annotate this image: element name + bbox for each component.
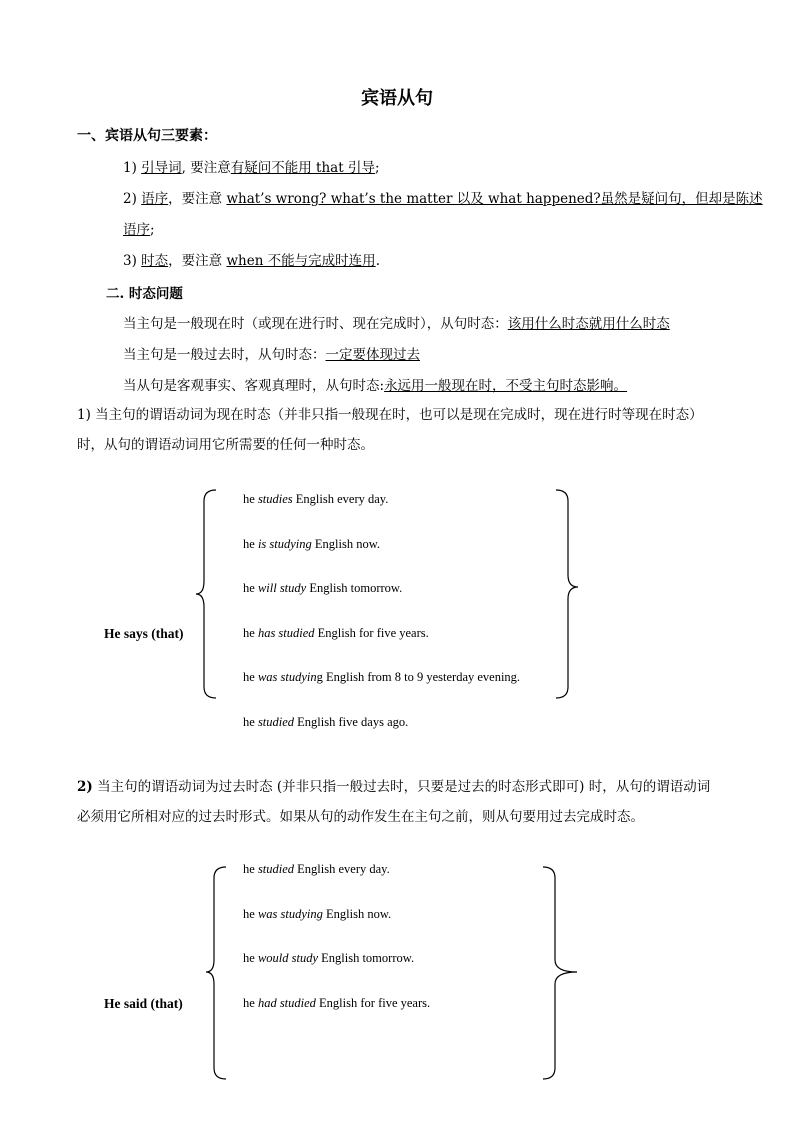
para-text: 当主句的谓语动词为过去时态 (并非只指一般过去时，只要是过去的时态形式即可) 时，从句的谓语动词必须用它所相对应的过去时形式。如果从句的动作发生在主句之前，则从句要用过去完成时态。	[77, 779, 711, 825]
item-number: 1)	[123, 160, 137, 176]
tense-rule-1	[123, 312, 670, 332]
item-text: ，要注意	[168, 253, 227, 269]
left-brace-1	[194, 489, 224, 699]
element-item-1	[123, 156, 380, 176]
item-text: ，要注意	[168, 191, 227, 207]
right-brace-1	[554, 489, 584, 699]
item-text: , 要注意	[181, 160, 231, 176]
rule-note: 永远用一般现在时，不受主句时态影响。	[384, 378, 628, 394]
example-line: he was studying English now.	[243, 907, 392, 921]
tense-rule-2	[123, 343, 420, 363]
item-number: 3)	[123, 253, 137, 269]
rule-text: 当主句是一般现在时（或现在进行时、现在完成时），从句时态：	[123, 316, 508, 332]
para-number: 2)	[77, 779, 93, 795]
example-line: he was studying English from 8 to 9 yesterday evening.	[243, 670, 521, 684]
item-term: 时态	[141, 253, 169, 269]
item-end: .	[375, 253, 380, 269]
example-line: he will study English tomorrow.	[243, 581, 403, 595]
item-end: ;	[150, 222, 155, 238]
section1-heading: 一、宾语从句三要素：	[77, 128, 217, 144]
item-note: what’s wrong? what’s the matter 以及 what happened?虽然是疑问句，但却是陈述	[226, 191, 763, 207]
para-text: 当主句的谓语动词为现在时态（并非只指一般现在时，也可以是现在完成时，现在进行时等现在时态）时，从句的谓语动词用它所需要的任何一种时态。	[77, 407, 703, 453]
main-clause-said: He said (that)	[104, 996, 183, 1011]
paragraph-past	[77, 772, 722, 832]
main-clause-says: He says (that)	[104, 626, 184, 641]
paragraph-present	[77, 400, 722, 460]
example-line: he had studied English for five years.	[243, 996, 431, 1010]
rule-note: 一定要体现过去	[325, 347, 420, 363]
example-line: he would study English tomorrow.	[243, 951, 415, 965]
rule-note: 该用什么时态就用什么时态	[507, 316, 670, 332]
item-note: when 不能与完成时连用	[226, 253, 376, 269]
page-title: 宾语从句	[361, 88, 433, 109]
item-term: 引导词	[141, 160, 182, 176]
item-term: 语序	[141, 191, 169, 207]
example-line: he is studying English now.	[243, 537, 381, 551]
right-brace-2	[541, 866, 581, 1080]
example-line: he studied English every day.	[243, 862, 390, 876]
element-item-2-cont	[123, 218, 155, 238]
example-line: he studies English every day.	[243, 492, 389, 506]
example-line: he studied English five days ago.	[243, 715, 409, 729]
item-note: 有疑问不能用 that 引导	[230, 160, 375, 176]
rule-text: 当主句是一般过去时，从句时态：	[123, 347, 326, 363]
item-note-cont: 语序	[123, 222, 150, 238]
item-end: ;	[374, 160, 380, 176]
left-brace-2	[204, 866, 234, 1080]
section2-heading: 二. 时态问题	[106, 286, 183, 302]
para-number: 1)	[77, 407, 91, 423]
element-item-2	[123, 187, 763, 207]
rule-text: 当从句是客观事实、客观真理时，从句时态:	[123, 378, 385, 394]
tense-rule-3	[123, 374, 627, 394]
element-item-3	[123, 249, 380, 269]
example-line: he has studied English for five years.	[243, 626, 429, 640]
item-number: 2)	[123, 191, 137, 207]
